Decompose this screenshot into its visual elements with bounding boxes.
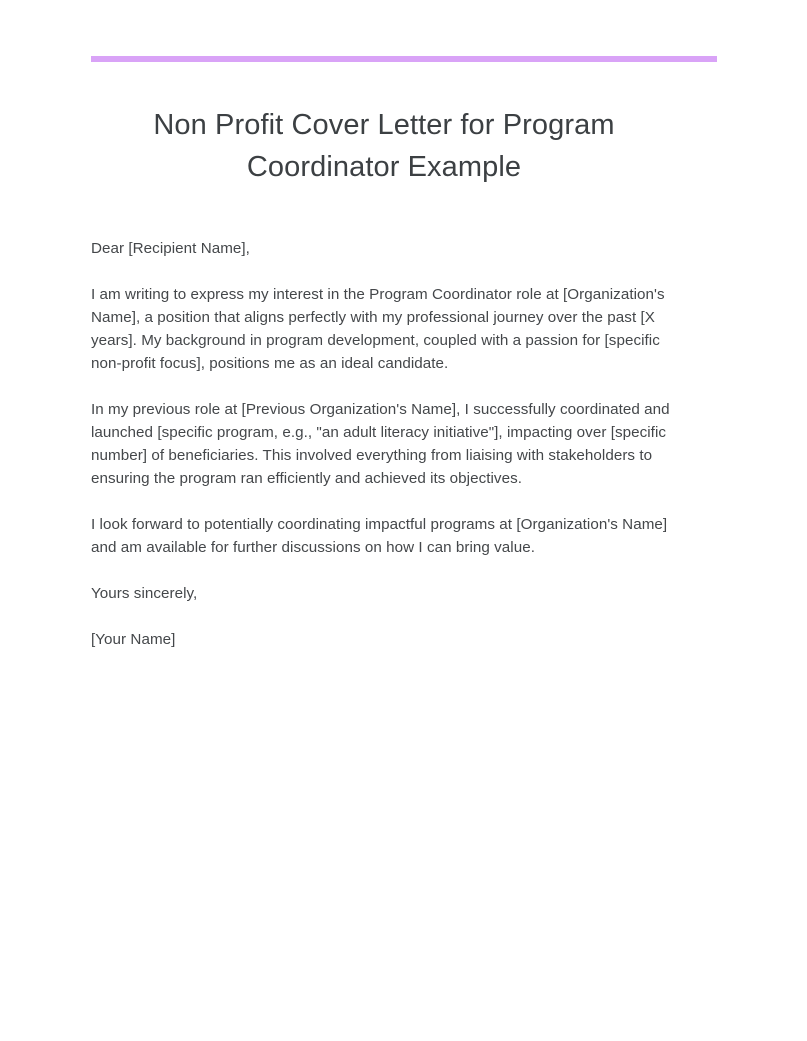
document-content [91,0,717,651]
page-title: Non Profit Cover Letter for Program Coordinator Example [153,109,615,183]
letter-signature: [Your Name] [91,631,176,648]
letter-paragraph-1: I am writing to express my interest in the Program Coordinator role at [Organization's Name], a position that aligns perfectly with my professional journey over the past [X years]. My background in program development, coupled with a passion for [specific non-profit focus], positions me as an ideal candidate. [91,286,665,372]
letter-salutation: Dear [Recipient Name], [91,240,250,257]
letter-closing: Yours sincerely, [91,585,198,602]
letter-body [91,188,677,651]
letter-paragraph-3: I look forward to potentially coordinating impactful programs at [Organization's Name] and am available for further discussions on how I can bring value. [91,516,668,556]
letter-paragraph-2: In my previous role at [Previous Organization's Name], I successfully coordinated and launched [specific program, e.g., "an adult literacy initiative"], impacting over [specific number] of beneficiaries. This involved everything from liaising with stakeholders to ensuring the program ran efficiently and achieved its objectives. [91,401,670,487]
